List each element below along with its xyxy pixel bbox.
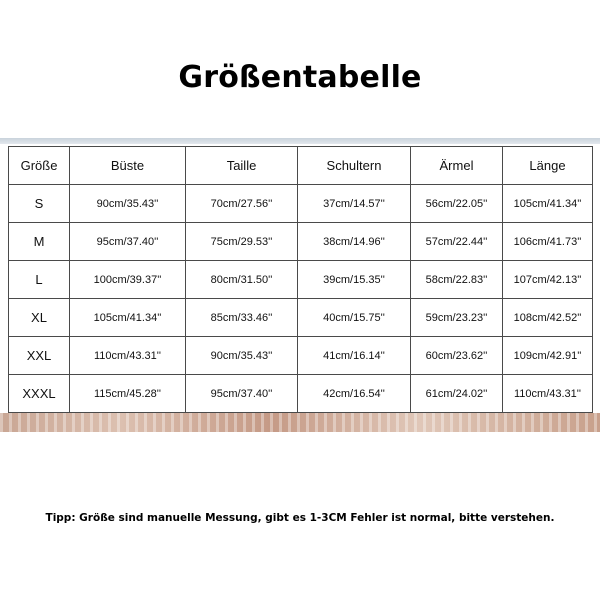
length-cell: 106cm/41.73'' (503, 223, 593, 261)
table-row (9, 299, 593, 337)
header-size: Größe (9, 147, 70, 185)
shoulders-cell: 38cm/14.96'' (298, 223, 411, 261)
table-frame-bottom (0, 413, 600, 432)
shoulders-cell: 40cm/15.75'' (298, 299, 411, 337)
length-cell: 110cm/43.31'' (503, 375, 593, 413)
waist-cell: 70cm/27.56'' (186, 185, 298, 223)
table-header-row (9, 147, 593, 185)
waist-cell: 95cm/37.40'' (186, 375, 298, 413)
bust-cell: 90cm/35.43'' (70, 185, 186, 223)
shoulders-cell: 41cm/16.14'' (298, 337, 411, 375)
shoulders-cell: 42cm/16.54'' (298, 375, 411, 413)
length-cell: 109cm/42.91'' (503, 337, 593, 375)
length-cell: 107cm/42.13'' (503, 261, 593, 299)
table-row (9, 223, 593, 261)
waist-cell: 85cm/33.46'' (186, 299, 298, 337)
header-length: Länge (503, 147, 593, 185)
waist-cell: 80cm/31.50'' (186, 261, 298, 299)
bust-cell: 105cm/41.34'' (70, 299, 186, 337)
sleeve-cell: 59cm/23.23'' (411, 299, 503, 337)
waist-cell: 90cm/35.43'' (186, 337, 298, 375)
sleeve-cell: 56cm/22.05'' (411, 185, 503, 223)
bust-cell: 110cm/43.31'' (70, 337, 186, 375)
table-frame-top (0, 138, 600, 144)
size-cell: M (9, 223, 70, 261)
shoulders-cell: 39cm/15.35'' (298, 261, 411, 299)
header-sleeve: Ärmel (411, 147, 503, 185)
size-table (8, 146, 593, 413)
measurement-tip: Tipp: Größe sind manuelle Messung, gibt es 1-3CM Fehler ist normal, bitte verstehen. (45, 512, 555, 524)
bust-cell: 115cm/45.28'' (70, 375, 186, 413)
waist-cell: 75cm/29.53'' (186, 223, 298, 261)
length-cell: 105cm/41.34'' (503, 185, 593, 223)
size-cell: XXXL (9, 375, 70, 413)
size-table-panel (0, 138, 600, 432)
page-title: Größentabelle (178, 60, 422, 95)
size-cell: XL (9, 299, 70, 337)
sleeve-cell: 57cm/22.44'' (411, 223, 503, 261)
table-row (9, 261, 593, 299)
bust-cell: 100cm/39.37'' (70, 261, 186, 299)
length-cell: 108cm/42.52'' (503, 299, 593, 337)
sleeve-cell: 60cm/23.62'' (411, 337, 503, 375)
header-waist: Taille (186, 147, 298, 185)
size-cell: L (9, 261, 70, 299)
size-cell: S (9, 185, 70, 223)
bust-cell: 95cm/37.40'' (70, 223, 186, 261)
table-row (9, 337, 593, 375)
shoulders-cell: 37cm/14.57'' (298, 185, 411, 223)
sleeve-cell: 58cm/22.83'' (411, 261, 503, 299)
sleeve-cell: 61cm/24.02'' (411, 375, 503, 413)
table-row (9, 185, 593, 223)
table-row (9, 375, 593, 413)
header-bust: Büste (70, 147, 186, 185)
header-shoulders: Schultern (298, 147, 411, 185)
size-cell: XXL (9, 337, 70, 375)
